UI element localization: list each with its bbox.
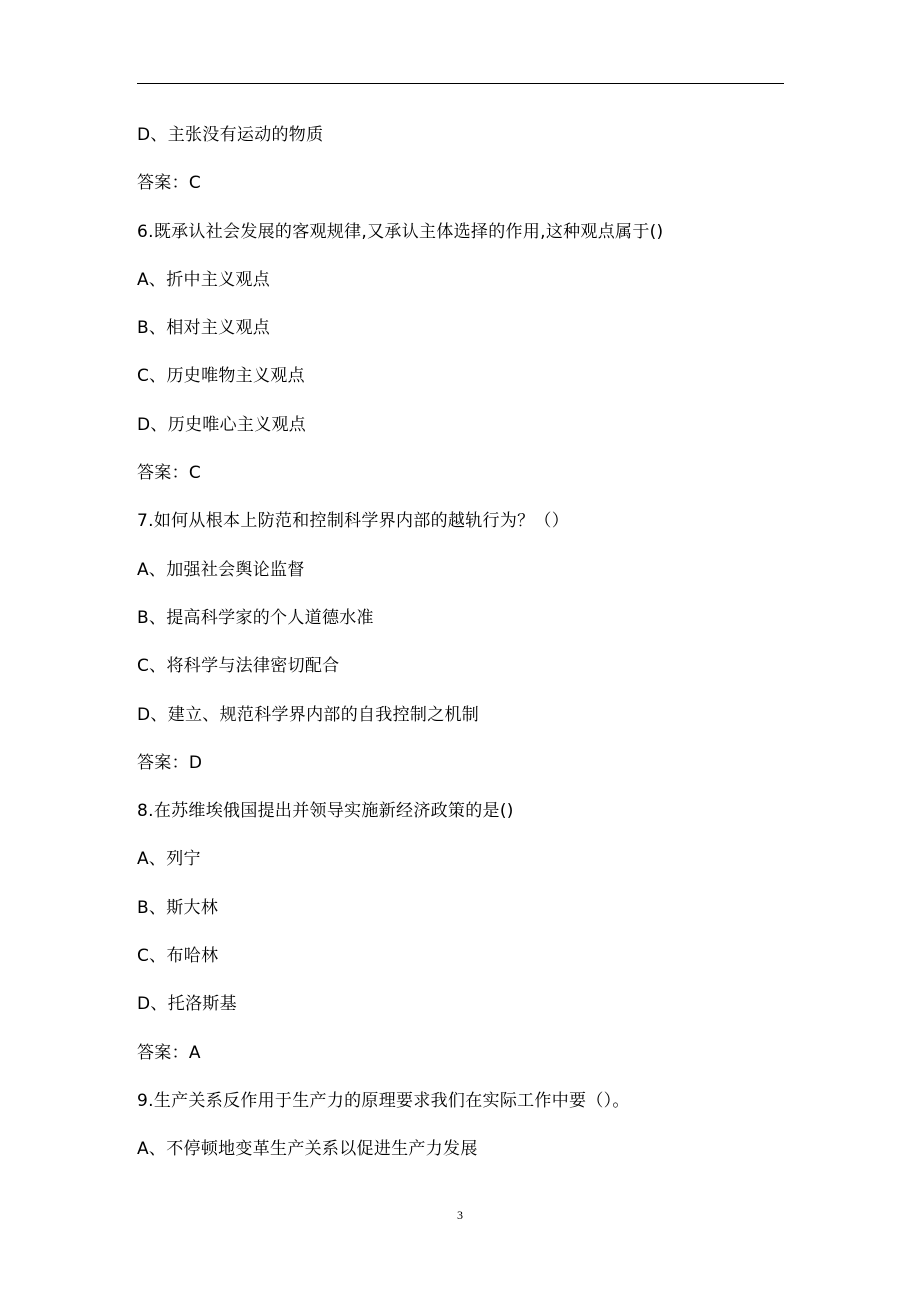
document-body	[137, 118, 787, 1181]
option-c-q8: C、布哈林	[137, 946, 219, 967]
option-a-q7: A、加强社会舆论监督	[137, 559, 305, 580]
header-rule	[137, 83, 784, 84]
option-a-q8: A、列宁	[137, 849, 201, 870]
option-b-q7: B、提高科学家的个人道德水准	[137, 607, 374, 628]
option-a-q9: A、不停顿地变革生产关系以促进生产力发展	[137, 1139, 478, 1160]
answer-q5: 答案：C	[137, 173, 202, 194]
option-d-q8: D、托洛斯基	[137, 994, 237, 1015]
option-d-q6: D、历史唯心主义观点	[137, 414, 307, 435]
answer-q7: 答案：D	[137, 752, 203, 773]
answer-q8: 答案：A	[137, 1042, 201, 1063]
question-8: 8.在苏维埃俄国提出并领导实施新经济政策的是()	[137, 801, 514, 822]
question-9: 9.生产关系反作用于生产力的原理要求我们在实际工作中要（）。	[137, 1090, 630, 1111]
option-b-q8: B、斯大林	[137, 897, 219, 918]
option-d-q5: D、主张没有运动的物质	[137, 125, 324, 145]
page-number: 3	[457, 1208, 463, 1222]
option-c-q7: C、将科学与法律密切配合	[137, 656, 340, 677]
option-b-q6: B、相对主义观点	[137, 318, 271, 339]
option-a-q6: A、折中主义观点	[137, 269, 271, 290]
option-c-q6: C、历史唯物主义观点	[137, 366, 305, 387]
question-6: 6.既承认社会发展的客观规律,又承认主体选择的作用,这种观点属于()	[137, 221, 664, 242]
option-d-q7: D、建立、规范科学界内部的自我控制之机制	[137, 704, 480, 725]
answer-q6: 答案：C	[137, 463, 202, 484]
question-7: 7.如何从根本上防范和控制科学界内部的越轨行为？（）	[137, 511, 570, 532]
